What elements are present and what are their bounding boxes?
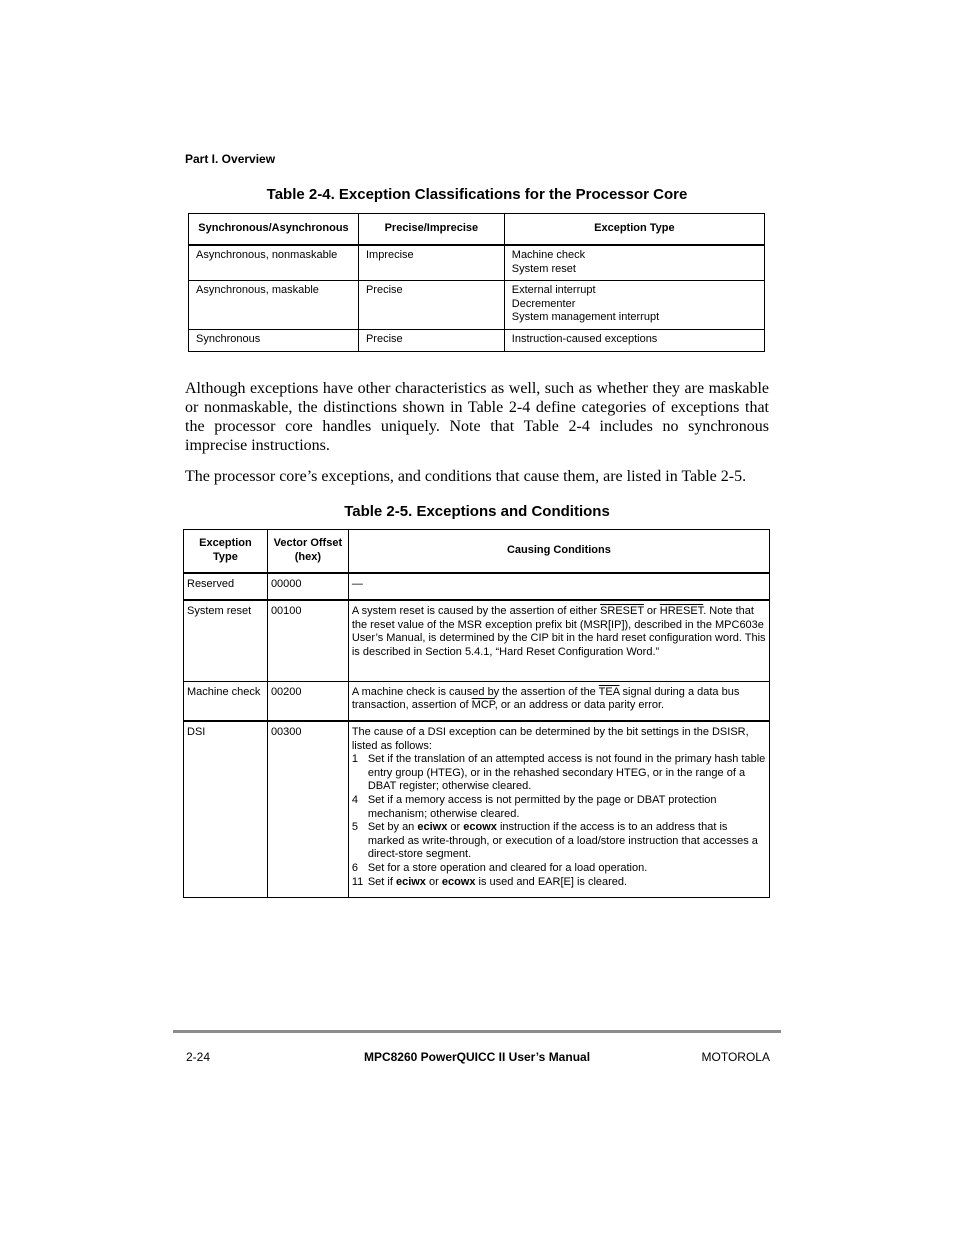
bit-description: Set for a store operation and cleared for a load operation. bbox=[367, 861, 648, 874]
vector-offset-cell: 00200 bbox=[267, 681, 348, 721]
signal-name: SRESET bbox=[600, 605, 644, 617]
sync-cell: Synchronous bbox=[189, 329, 359, 351]
table-row bbox=[184, 721, 770, 897]
body-paragraph: Although exceptions have other characteristics as well, such as whether they are maskable or nonmaskable, the distinctions shown in Table 2-4 define categories of exceptions that the processor core handles uniquely. Note that Table 2-4 includes no synchronous imprecise instructions. bbox=[185, 380, 769, 454]
conditions-cell bbox=[348, 600, 769, 681]
exception-type: System management interrupt bbox=[511, 311, 660, 324]
bit-number: 6 bbox=[351, 861, 358, 874]
exception-type-cell bbox=[504, 245, 764, 281]
sync-cell: Asynchronous, maskable bbox=[189, 281, 359, 330]
header-line: Type bbox=[213, 551, 238, 563]
sync-cell: Asynchronous, nonmaskable bbox=[189, 245, 359, 281]
table-row bbox=[189, 245, 765, 281]
table-row bbox=[189, 329, 765, 351]
exception-type-cell: Machine check bbox=[184, 681, 268, 721]
conditions-cell: — bbox=[348, 573, 769, 600]
list-item bbox=[352, 794, 766, 821]
table-header-row bbox=[189, 214, 765, 246]
column-header-causing-conditions: Causing Conditions bbox=[348, 530, 769, 574]
instruction-name: eciwx bbox=[395, 875, 426, 888]
table-2-5-caption: Table 2-5. Exceptions and Conditions bbox=[344, 503, 610, 520]
text-run: signal during a data bus transaction, assertion of bbox=[351, 685, 740, 712]
manual-title: MPC8260 PowerQUICC II User’s Manual bbox=[363, 1050, 591, 1064]
vector-offset-cell: 00100 bbox=[267, 600, 348, 681]
text-run: is used and EAR[E] is cleared. bbox=[475, 875, 628, 888]
text-run: instruction if the access is to an address that is marked as write-through, or execution of a load/store instruction that accesses a direct-store segment. bbox=[367, 821, 758, 861]
column-header: Precise/Imprecise bbox=[358, 214, 504, 246]
table-row bbox=[184, 681, 770, 721]
list-item bbox=[352, 862, 766, 876]
exception-type: Instruction-caused exceptions bbox=[511, 332, 658, 345]
header-line: Vector Offset bbox=[273, 537, 343, 550]
bit-description: Set if a memory access is not permitted by the page or DBAT protection mechanism; otherwise cleared. bbox=[367, 793, 717, 820]
text-run: A system reset is caused by the assertion of either bbox=[351, 605, 601, 617]
exception-type-cell: DSI bbox=[184, 721, 268, 897]
footer-divider bbox=[173, 1030, 781, 1033]
vector-offset-cell: 00000 bbox=[267, 573, 348, 600]
company-name: MOTOROLA bbox=[701, 1050, 770, 1064]
table-header-row bbox=[184, 530, 770, 574]
exception-classifications-table bbox=[188, 213, 765, 352]
bit-number: 4 bbox=[351, 793, 358, 806]
exception-type-cell: Reserved bbox=[184, 573, 268, 600]
header-line: (hex) bbox=[294, 551, 322, 563]
table-row bbox=[184, 600, 770, 681]
dsi-intro: The cause of a DSI exception can be determined by the bit settings in the DSISR, listed as follows: bbox=[351, 726, 749, 752]
precise-cell: Precise bbox=[358, 281, 504, 330]
signal-name: HRESET bbox=[659, 605, 704, 617]
conditions-cell bbox=[348, 681, 769, 721]
text-run: or bbox=[447, 821, 464, 834]
bit-number: 11 bbox=[351, 875, 364, 888]
column-header-vector-offset bbox=[267, 530, 348, 574]
conditions-cell bbox=[348, 721, 769, 897]
header-line: Exception bbox=[199, 537, 252, 550]
list-item bbox=[352, 821, 766, 862]
text-run: or bbox=[425, 875, 442, 888]
text-run: Set if bbox=[367, 875, 396, 888]
instruction-name: eciwx bbox=[417, 821, 448, 834]
text-run: or bbox=[643, 605, 660, 617]
exception-type: Machine check bbox=[511, 249, 586, 261]
bit-description: Set if the translation of an attempted access is not found in the primary hash table entry group (HTEG), or in the rehashed secondary HTEG, or in the range of a DBAT register; otherwise cleared. bbox=[367, 753, 766, 793]
exception-type: System reset bbox=[511, 262, 576, 275]
dsisr-bit-list bbox=[352, 753, 766, 889]
text-run: Set by an bbox=[367, 821, 418, 834]
text-run: . Note that the reset value of the MSR exception prefix bit (MSR[IP]), described in the MPC603e User’s Manual, is determined by the CIP bit in the hard reset configuration word. This is described in Section 5.4.1, “Hard Reset Configuration Word.” bbox=[351, 605, 766, 658]
text-run: , or an address or data parity error. bbox=[494, 699, 665, 712]
exception-type: Decrementer bbox=[511, 297, 576, 310]
table-row bbox=[189, 281, 765, 330]
text-run: A machine check is caused by the assertion of the bbox=[351, 685, 599, 698]
column-header: Synchronous/Asynchronous bbox=[189, 214, 359, 246]
exception-type-cell bbox=[504, 329, 764, 351]
instruction-name: ecowx bbox=[463, 821, 497, 834]
page-number: 2-24 bbox=[186, 1050, 211, 1064]
exceptions-conditions-table bbox=[183, 529, 770, 898]
exception-type-cell bbox=[504, 281, 764, 330]
list-item bbox=[352, 753, 766, 794]
column-header-exception-type bbox=[184, 530, 268, 574]
bit-number: 1 bbox=[351, 753, 358, 766]
body-paragraph: The processor core’s exceptions, and conditions that cause them, are listed in Table 2-5. bbox=[185, 468, 747, 485]
signal-name: $\overline{MCP}$ bbox=[471, 699, 495, 712]
vector-offset-cell: 00300 bbox=[267, 721, 348, 897]
exception-type: External interrupt bbox=[511, 284, 596, 297]
precise-cell: Precise bbox=[358, 329, 504, 351]
exception-type-cell: System reset bbox=[184, 600, 268, 681]
list-item bbox=[352, 876, 766, 890]
column-header: Exception Type bbox=[504, 214, 764, 246]
signal-name: $\overline{TEA}$ bbox=[598, 685, 620, 698]
precise-cell: Imprecise bbox=[358, 245, 504, 281]
part-label: Part I. Overview bbox=[185, 152, 276, 166]
instruction-name: ecowx bbox=[441, 875, 476, 888]
table-2-4-caption: Table 2-4. Exception Classifications for the Processor Core bbox=[266, 186, 688, 203]
bit-number: 5 bbox=[351, 821, 358, 834]
table-row bbox=[184, 573, 770, 600]
